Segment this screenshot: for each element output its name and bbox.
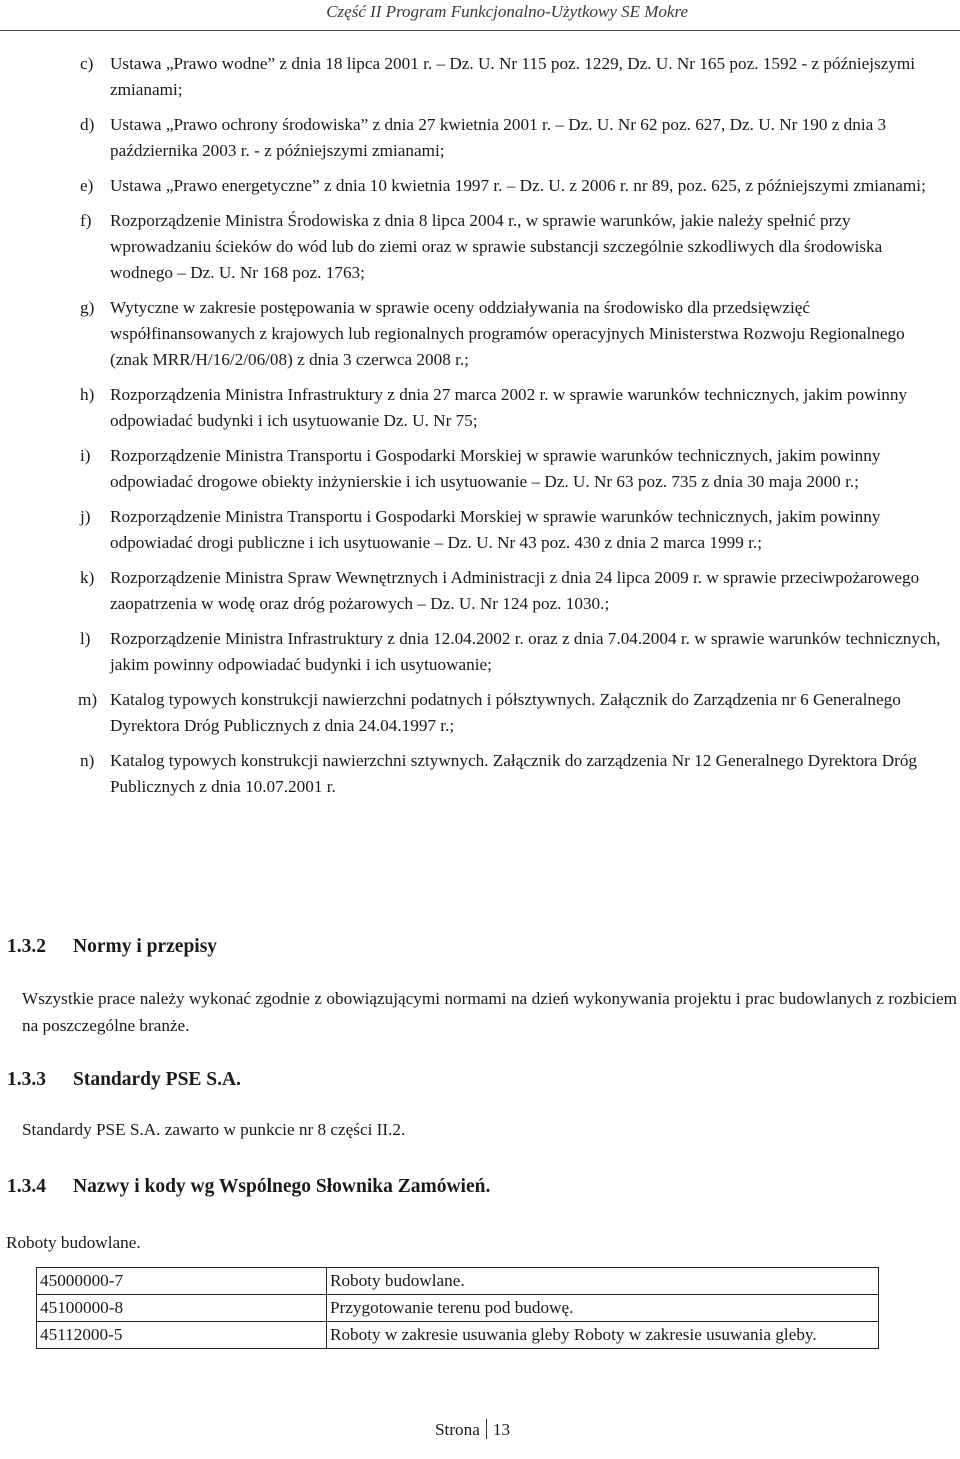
list-letter: d): [80, 115, 95, 134]
list-item: [0, 565, 960, 617]
page-label: Strona: [435, 1420, 480, 1439]
list-item-text: Rozporządzenie Ministra Spraw Wewnętrznych i Administracji z dnia 24 lipca 2009 r. w sprawie przeciwpożarowego zaopatrzenia w wodę oraz dróg pożarowych – Dz. U. Nr 124 poz. 1030.;: [110, 568, 920, 613]
table-row: [37, 1295, 879, 1322]
list-item-text: Katalog typowych konstrukcji nawierzchni podatnych i półsztywnych. Załącznik do Zarządzenia nr 6 Generalnego Dyrektora Dróg Publicznych z dnia 24.04.1997 r.;: [110, 690, 901, 735]
list-item: [0, 51, 960, 103]
list-item-text: Katalog typowych konstrukcji nawierzchni sztywnych. Załącznik do zarządzenia Nr 12 Generalnego Dyrektora Dróg Publicznych z dnia 10.07.2001 r.: [110, 751, 918, 796]
list-item: [0, 748, 960, 800]
list-letter: c): [80, 54, 94, 73]
list-item-text: Rozporządzenia Ministra Infrastruktury z dnia 27 marca 2002 r. w sprawie warunków technicznych, jakim powinny odpowiadać budynki i ich usytuowanie Dz. U. Nr 75;: [110, 385, 908, 430]
list-item: [0, 112, 960, 164]
list-item: [0, 504, 960, 556]
cpv-name-cell: Roboty budowlane.: [327, 1268, 879, 1295]
cpv-code-cell: 45000000-7: [37, 1268, 327, 1295]
page-footer: [435, 1419, 510, 1440]
cpv-table: [36, 1267, 879, 1349]
list-item: [0, 443, 960, 495]
list-item: [0, 382, 960, 434]
list-item-text: Rozporządzenie Ministra Infrastruktury z dnia 12.04.2002 r. oraz z dnia 7.04.2004 r. w sprawie warunków technicznych, jakim powinny odpowiadać budynki i ich usytuowanie;: [110, 629, 941, 674]
list-item: [0, 173, 960, 199]
list-item-text: Ustawa „Prawo ochrony środowiska” z dnia 27 kwietnia 2001 r. – Dz. U. Nr 62 poz. 627, Dz. U. Nr 190 z dnia 3 października 2003 r. - z późniejszymi zmianami;: [110, 115, 887, 160]
regulations-list: [0, 51, 960, 809]
running-header: Część II Program Funkcjonalno-Użytkowy SE Mokre: [326, 2, 688, 21]
section-title: Nazwy i kody wg Wspólnego Słownika Zamówień.: [73, 1176, 491, 1197]
cpv-code-cell: 45112000-5: [37, 1322, 327, 1349]
section-number: 1.3.2: [7, 936, 46, 957]
section-number: 1.3.4: [7, 1176, 46, 1197]
list-item: [0, 626, 960, 678]
list-item-text: Wytyczne w zakresie postępowania w sprawie oceny oddziaływania na środowisko dla przedsięwzięć współfinansowanych z krajowych lub regionalnych programów operacyjnych Ministerstwa Rozwoju Regionalnego (znak MRR/H/16/2/06/08) z dnia 3 czerwca 2008 r.;: [110, 298, 905, 369]
cpv-name-cell: Roboty w zakresie usuwania gleby Roboty w zakresie usuwania gleby.: [327, 1322, 879, 1349]
table-row: [37, 1322, 879, 1349]
section-heading-1-3-4: [7, 1176, 490, 1198]
list-letter: e): [80, 176, 94, 195]
section-body-normy: Wszystkie prace należy wykonać zgodnie z obowiązującymi normami na dzień wykonywania projektu i prac budowlanych z rozbiciem na poszczególne branże.: [22, 989, 957, 1035]
list-item-text: Ustawa „Prawo energetyczne” z dnia 10 kwietnia 1997 r. – Dz. U. z 2006 r. nr 89, poz. 625, z późniejszymi zmianami;: [110, 176, 926, 195]
section-title: Standardy PSE S.A.: [73, 1069, 241, 1090]
list-letter: n): [80, 751, 95, 770]
table-row: [37, 1268, 879, 1295]
section-body-standardy: Standardy PSE S.A. zawarto w punkcie nr 8 części II.2.: [22, 1120, 406, 1139]
list-item: [0, 687, 960, 739]
cpv-code-cell: 45100000-8: [37, 1295, 327, 1322]
list-letter: g): [80, 298, 95, 317]
list-item-text: Rozporządzenie Ministra Transportu i Gospodarki Morskiej w sprawie warunków technicznych, jakim powinny odpowiadać drogowe obiekty inżynierskie i ich usytuowanie – Dz. U. Nr 63 poz. 735 z dnia 30 maja 2000 r.;: [110, 446, 881, 491]
cpv-intro: Roboty budowlane.: [6, 1233, 141, 1252]
list-letter: l): [80, 629, 91, 648]
section-number: 1.3.3: [7, 1069, 46, 1090]
list-letter: k): [80, 568, 95, 587]
list-item-text: Rozporządzenie Ministra Transportu i Gospodarki Morskiej w sprawie warunków technicznych, jakim powinny odpowiadać drogi publiczne i ich usytuowanie – Dz. U. Nr 43 poz. 430 z dnia 2 marca 1999 r.;: [110, 507, 881, 552]
list-letter: h): [80, 385, 95, 404]
list-letter: i): [80, 446, 91, 465]
page-number: 13: [492, 1420, 511, 1439]
section-heading-1-3-3: [7, 1069, 241, 1091]
list-item: [0, 208, 960, 286]
header-rule: [0, 30, 960, 31]
list-letter: m): [78, 690, 98, 709]
footer-separator: [486, 1419, 487, 1439]
list-item-text: Rozporządzenie Ministra Środowiska z dnia 8 lipca 2004 r., w sprawie warunków, jakie należy spełnić przy wprowadzaniu ścieków do wód lub do ziemi oraz w sprawie substancji szczególnie szkodliwych dla środowiska wodnego – Dz. U. Nr 168 poz. 1763;: [110, 211, 883, 282]
list-letter: j): [80, 507, 91, 526]
list-item-text: Ustawa „Prawo wodne” z dnia 18 lipca 2001 r. – Dz. U. Nr 115 poz. 1229, Dz. U. Nr 165 poz. 1592 - z późniejszymi zmianami;: [110, 54, 916, 99]
cpv-name-cell: Przygotowanie terenu pod budowę.: [327, 1295, 879, 1322]
section-title: Normy i przepisy: [73, 936, 218, 957]
list-item: [0, 295, 960, 373]
list-letter: f): [80, 211, 92, 230]
section-heading-1-3-2: [7, 936, 217, 958]
